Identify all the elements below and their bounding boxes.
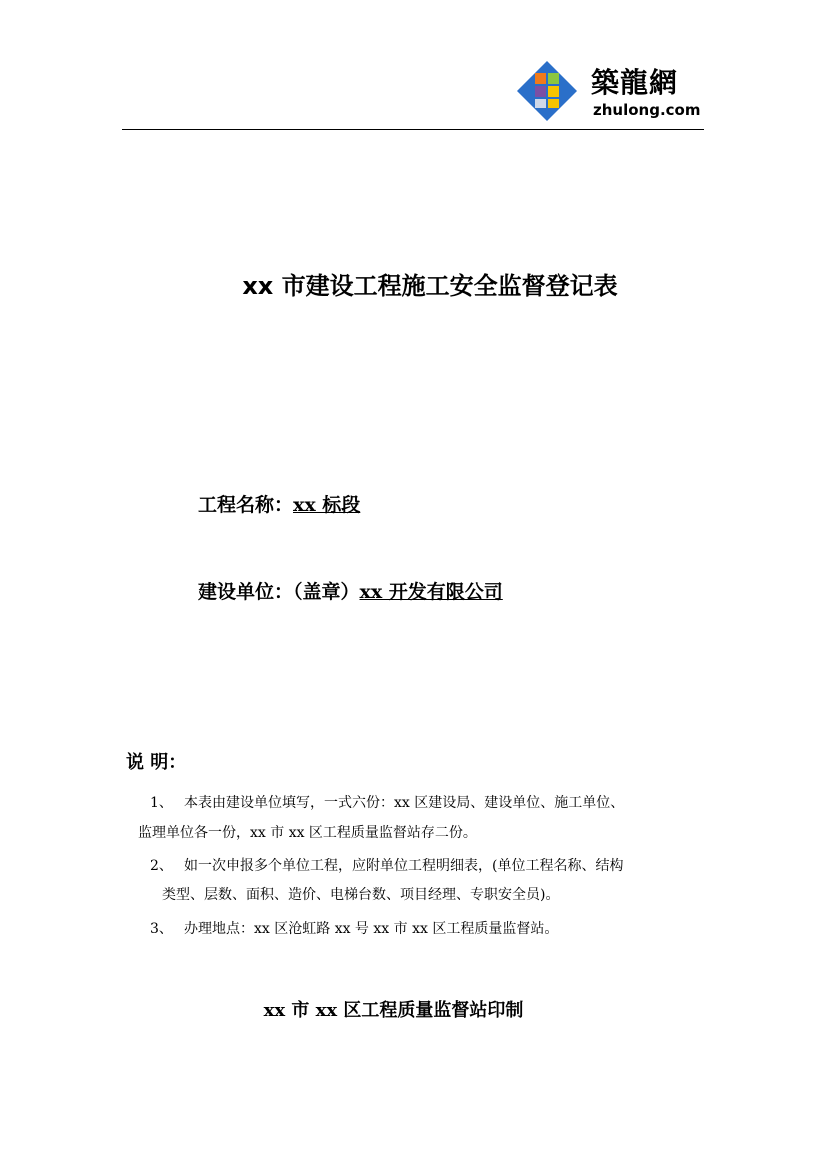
construction-unit-label: 建设单位：（盖章） [198, 581, 360, 603]
footer-printer: xx 市 xx 区工程质量监督站印制 [263, 1000, 524, 1021]
project-name-value: xx 标段 [293, 494, 361, 516]
note-1-number: 1、 [150, 795, 173, 811]
notes-heading: 说 明： [126, 752, 187, 773]
zhulong-logo [513, 57, 703, 125]
note-1-line-2: 监理单位各一份，xx 市 xx 区工程质量监督站存二份。 [138, 825, 477, 841]
project-name-field [198, 490, 360, 517]
note-2-number: 2、 [150, 858, 173, 874]
construction-unit-value: xx 开发有限公司 [359, 581, 503, 603]
note-2-line-1 [150, 855, 623, 875]
header-divider [122, 129, 704, 130]
note-1-text: 本表由建设单位填写，一式六份：xx 区建设局、建设单位、施工单位、 [184, 795, 625, 811]
zhulong-logo-icon [515, 59, 579, 123]
document-title: xx 市建设工程施工安全监督登记表 [242, 272, 618, 300]
note-2-text: 如一次申报多个单位工程，应附单位工程明细表，(单位工程名称、结构 [184, 858, 624, 874]
project-name-label: 工程名称： [198, 494, 294, 516]
logo-chinese-name: 築龍網 [591, 66, 679, 99]
note-1-line-1 [150, 792, 624, 812]
logo-domain: zhulong.com [593, 101, 701, 119]
note-3-line-1 [150, 918, 558, 938]
construction-unit-field [198, 577, 503, 604]
note-2-line-2: 类型、层数、面积、造价、电梯台数、项目经理、专职安全员)。 [162, 887, 560, 903]
note-3-text: 办理地点：xx 区沧虹路 xx 号 xx 市 xx 区工程质量监督站。 [184, 921, 559, 937]
note-3-number: 3、 [150, 921, 173, 937]
